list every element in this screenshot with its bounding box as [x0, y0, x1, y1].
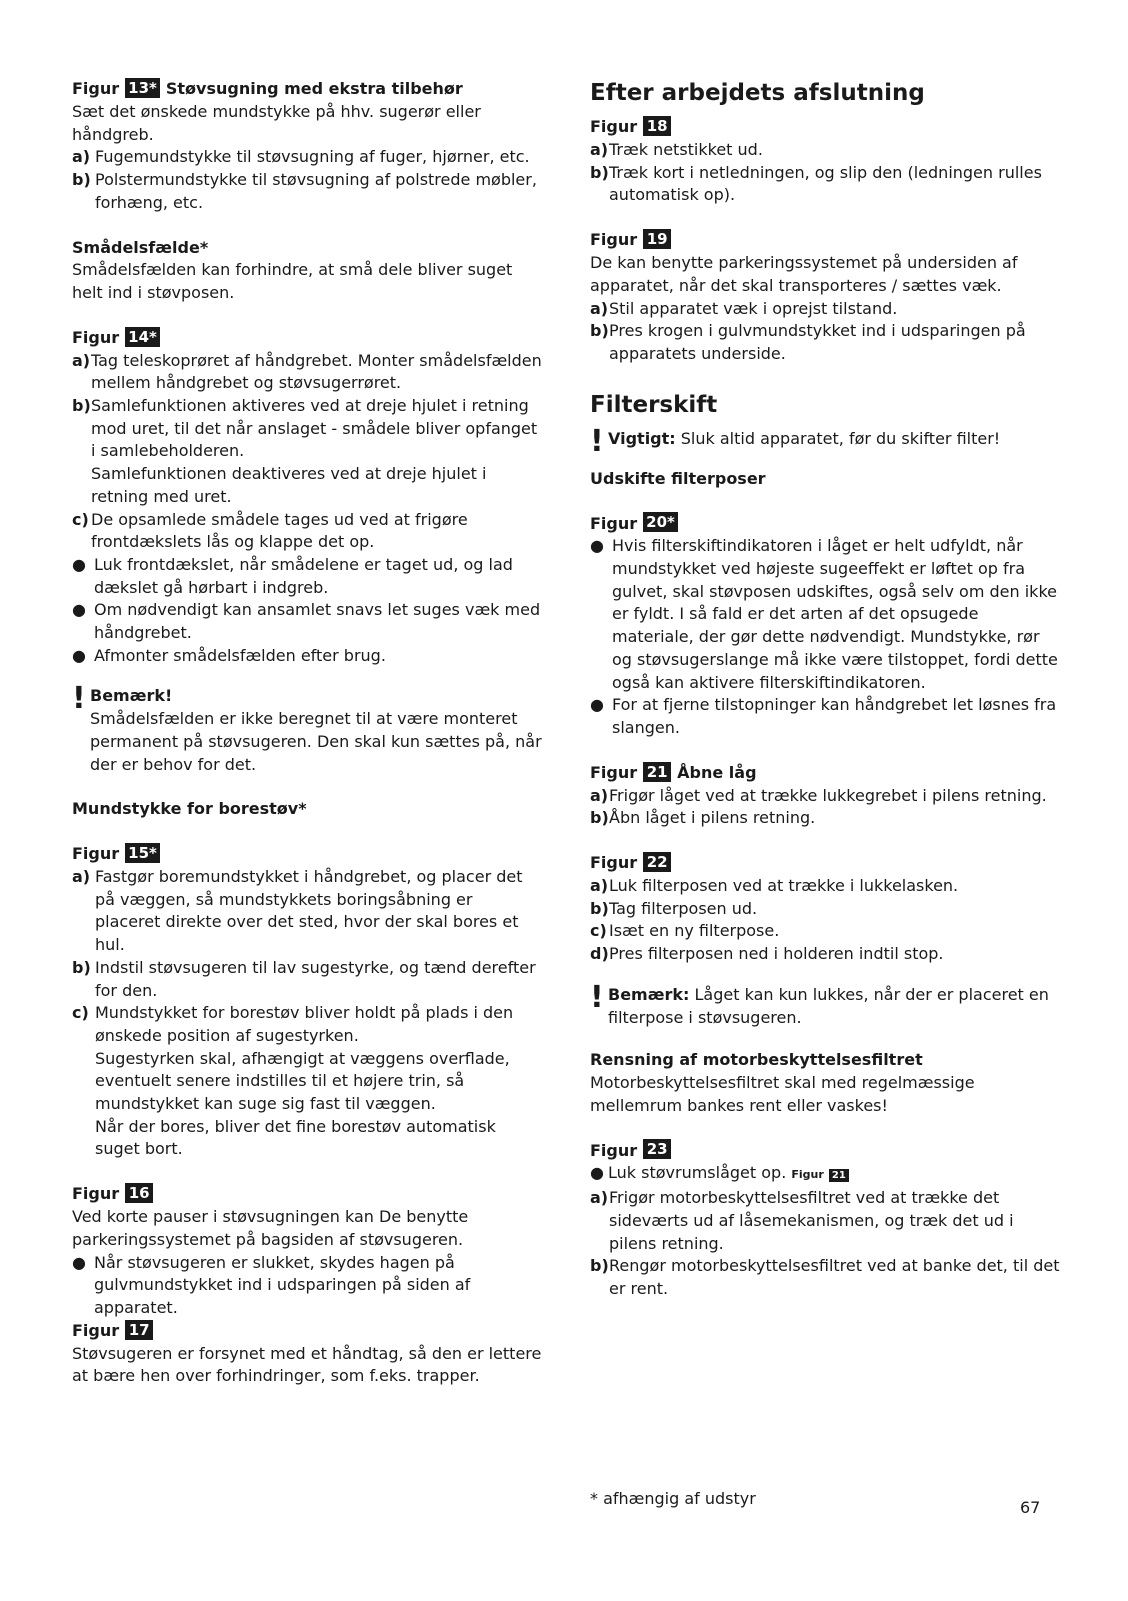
- bullet-icon: ●: [72, 600, 86, 620]
- right-column: [590, 78, 1060, 1301]
- item-text: Tag filterposen ud.: [609, 898, 758, 918]
- list-item: [72, 866, 542, 957]
- figure-label: Figur: [72, 844, 120, 864]
- item-text: Polstermundstykke til støvsugning af polstrede møbler, forhæng, etc.: [95, 170, 537, 212]
- item-label: d): [590, 944, 609, 964]
- item-text: Isæt en ny filterpose.: [609, 921, 780, 941]
- item-label: b): [72, 957, 91, 977]
- list-item: [590, 943, 1060, 966]
- figure-label: Figur: [590, 762, 638, 782]
- list-item: [72, 350, 542, 395]
- section-heading: Udskifte filterposer: [590, 468, 766, 488]
- figure-label: Figur: [590, 230, 638, 250]
- item-label: a): [590, 876, 609, 896]
- item-text: Frigør motorbeskyttelsesfiltret ved at trække det sideværts ud af låsemekanismen, og træk det ud i pilens retning.: [609, 1188, 1014, 1253]
- bullet-text: Luk støvrumslåget op.: [608, 1163, 787, 1183]
- section-heading: Rensning af motorbeskyttelsesfiltret: [590, 1050, 923, 1070]
- paragraph: Motorbeskyttelsesfiltret skal med regelmæssige mellemrum bankes rent eller vaskes!: [590, 1072, 975, 1115]
- bullet-text: Om nødvendigt kan ansamlet snavs let suges væk med håndgrebet.: [94, 600, 541, 643]
- figure-17-heading: [72, 1320, 542, 1343]
- bullet-icon: ●: [590, 695, 604, 715]
- figure-22-heading: [590, 852, 1060, 875]
- list-item: [590, 162, 1060, 207]
- item-text: Stil apparatet væk i oprejst tilstand.: [609, 298, 898, 318]
- item-text-group: [95, 1002, 542, 1161]
- important-note: [590, 423, 1060, 459]
- figure-label: Figur: [590, 117, 638, 137]
- item-label: a): [590, 140, 609, 159]
- item-label: b): [72, 396, 91, 416]
- bullet-item: [72, 1252, 542, 1320]
- bullet-icon: ●: [590, 536, 604, 556]
- figure-number-badge: 14*: [125, 327, 160, 347]
- item-label: b): [590, 808, 609, 828]
- item-label: b): [590, 1256, 609, 1276]
- figure-label: Figur: [590, 1140, 638, 1160]
- item-text: Tag teleskoprøret af håndgrebet. Monter smådelsfælden mellem håndgrebet og støvsugerrøret.: [91, 350, 542, 393]
- list-item: [72, 169, 542, 214]
- list-item: [590, 898, 1060, 921]
- item-text: Pres krogen i gulvmundstykket ind i udsparingen på apparatets underside.: [609, 321, 1026, 363]
- figure-14-list: [72, 350, 542, 668]
- item-label: b): [590, 898, 609, 918]
- figure-number-badge: 20*: [643, 512, 678, 532]
- item-text: De opsamlede smådele tages ud ved at frigøre frontdækslets lås og klappe det op.: [91, 509, 468, 552]
- list-item: [590, 875, 1060, 898]
- paragraph: Støvsugeren er forsynet med et håndtag, så den er lettere at bære hen over forhindringer, som f.eks. trapper.: [72, 1343, 542, 1386]
- list-item: [590, 298, 1060, 321]
- bullet-text: Når støvsugeren er slukket, skydes hagen på gulvmundstykket ind i udsparingen på siden af apparatet.: [94, 1252, 471, 1317]
- paragraph: Sæt det ønskede mundstykke på hhv. sugerør eller håndgreb.: [72, 102, 481, 144]
- item-text: Rengør motorbeskyttelsesfiltret ved at banke det, til det er rent.: [609, 1256, 1060, 1298]
- section-title: Efter arbejdets afslutning: [590, 80, 925, 106]
- item-label: a): [72, 147, 91, 167]
- item-label: c): [72, 509, 89, 529]
- list-item: [72, 1002, 542, 1161]
- figure-number-badge: 16: [125, 1183, 153, 1203]
- bullet-item: [590, 535, 1060, 694]
- list-item: [590, 785, 1060, 808]
- inline-figure-label: Figur: [791, 1168, 824, 1182]
- figure-title: Støvsugning med ekstra tilbehør: [165, 79, 463, 99]
- bullet-item: [72, 554, 542, 599]
- item-label: b): [590, 162, 609, 182]
- bullet-icon: ●: [72, 1252, 86, 1272]
- item-label: c): [72, 1003, 89, 1023]
- note-box: [72, 681, 542, 776]
- bullet-text: For at fjerne tilstopninger kan håndgrebet let løsnes fra slangen.: [612, 695, 1057, 737]
- note-box: [590, 979, 1060, 1029]
- figure-number-badge: 22: [643, 852, 671, 872]
- figure-15-list: [72, 866, 542, 1161]
- figure-15-heading: [72, 843, 542, 866]
- exclamation-icon: !: [590, 979, 604, 1015]
- figure-number-badge: 23: [643, 1139, 671, 1159]
- list-item: [72, 395, 542, 509]
- section-heading: Smådelsfælde*: [72, 237, 209, 257]
- item-label: a): [72, 866, 91, 886]
- bullet-item: [590, 694, 1060, 739]
- figure-number-badge: 17: [125, 1320, 153, 1340]
- list-item: [590, 320, 1060, 365]
- list-item: [590, 1187, 1060, 1255]
- figure-18-heading: [590, 116, 1060, 139]
- bullet-text: Afmonter smådelsfælden efter brug.: [94, 645, 386, 665]
- list-item: [590, 1255, 1060, 1300]
- paragraph: Ved korte pauser i støvsugningen kan De benytte parkeringssystemet på bagsiden af støvsugeren.: [72, 1207, 469, 1249]
- list-item: [72, 509, 542, 554]
- bullet-icon: ●: [72, 554, 86, 574]
- figure-label: Figur: [72, 79, 120, 99]
- item-label: c): [590, 921, 607, 941]
- bullet-item: [590, 1162, 1060, 1187]
- section-fig13: [72, 78, 542, 215]
- item-text: Luk filterposen ved at trække i lukkelasken.: [609, 876, 959, 896]
- exclamation-icon: !: [590, 423, 604, 459]
- item-text: Pres filterposen ned i holderen indtil stop.: [609, 944, 944, 964]
- bullet-item: [72, 645, 542, 668]
- figure-21-heading: [590, 762, 1060, 785]
- section-small-parts-trap: [72, 237, 542, 305]
- bullet-icon: ●: [590, 1163, 604, 1183]
- figure-20-heading: [590, 512, 1060, 535]
- note-text: Sluk altid apparatet, før du skifter filter!: [680, 428, 1001, 448]
- exclamation-icon: !: [72, 681, 86, 717]
- section-title: Filterskift: [590, 391, 718, 418]
- figure-title: Åbne låg: [677, 762, 757, 782]
- footnote: * afhængig af udstyr: [590, 1489, 756, 1508]
- section-heading: Mundstykke for borestøv*: [72, 799, 307, 819]
- item-text: Samlefunktionen deaktiveres ved at dreje hjulet i retning med uret.: [91, 464, 487, 506]
- note-title: Bemærk:: [608, 984, 690, 1004]
- figure-label: Figur: [590, 853, 638, 873]
- figure-label: Figur: [590, 513, 638, 533]
- figure-number-badge: 21: [643, 762, 671, 782]
- list-item: [72, 957, 542, 1002]
- item-text: Træk kort i netledningen, og slip den (ledningen rulles automatisk op).: [609, 162, 1042, 205]
- item-text-group: [91, 395, 542, 509]
- figure-16-heading: [72, 1183, 542, 1206]
- item-label: b): [590, 321, 609, 341]
- bullet-text: Luk frontdækslet, når smådelene er taget ud, og lad dækslet gå hørbart i indgreb.: [94, 554, 513, 597]
- figure-13-heading: [72, 78, 542, 101]
- paragraph: De kan benytte parkeringssystemet på undersiden af apparatet, når det skal transporteres / sættes væk.: [590, 253, 1018, 295]
- section-drill-dust: [72, 798, 542, 821]
- list-item: [590, 139, 1060, 162]
- inline-figure-badge: 21: [829, 1169, 849, 1182]
- figure-14-heading: [72, 327, 542, 350]
- figure-label: Figur: [72, 1184, 120, 1204]
- figure-number-badge: 19: [643, 229, 671, 249]
- note-text: Låget kan kun lukkes, når der er placeret en filterpose i støvsugeren.: [608, 984, 1049, 1027]
- figure-number-badge: 18: [643, 116, 671, 136]
- bullet-item: [72, 599, 542, 644]
- item-text: Fugemundstykke til støvsugning af fuger, hjørner, etc.: [95, 147, 530, 167]
- item-label: a): [590, 785, 609, 805]
- note-title: Vigtigt:: [608, 428, 676, 448]
- item-text: Når der bores, bliver det fine borestøv automatisk suget bort.: [95, 1116, 496, 1159]
- left-column: [72, 78, 542, 1388]
- item-text: Åbn låget i pilens retning.: [609, 808, 816, 828]
- figure-19-heading: [590, 229, 1060, 252]
- bullet-icon: ●: [72, 645, 86, 665]
- figure-label: Figur: [72, 327, 120, 347]
- figure-number-badge: 15*: [125, 843, 160, 863]
- list-item: [72, 146, 542, 169]
- note-title: Bemærk!: [90, 686, 173, 706]
- item-text: Fastgør boremundstykket i håndgrebet, og placer det på væggen, så mundstykkets boringsåbning er placeret direkte over det sted, hvor der skal bores et hul.: [95, 866, 523, 955]
- paragraph: Smådelsfælden kan forhindre, at små dele bliver suget helt ind i støvposen.: [72, 260, 513, 302]
- item-label: a): [590, 1188, 609, 1208]
- item-text: Træk netstikket ud.: [609, 140, 763, 159]
- item-label: a): [72, 350, 91, 370]
- list-item: [590, 920, 1060, 943]
- bullet-text: Hvis filterskiftindikatoren i låget er helt udfyldt, når mundstykket ved højeste sugeeffekt er løftet op fra gulvet, skal støvposen udskiftes, også selv om den ikke er fyldt. I så fald er det arten af det opsugede materiale, der gør dette nødvendigt. Mundstykke, rør og støvsugerslange må ikke være tilstoppet, fordi dette også kan aktivere filterskiftindikatoren.: [612, 536, 1058, 692]
- figure-23-heading: [590, 1139, 1060, 1162]
- figure-label: Figur: [72, 1320, 120, 1340]
- item-text: Samlefunktionen aktiveres ved at dreje hjulet i retning mod uret, til det når anslaget - smådele bliver opfanget i samlebeholderen.: [91, 396, 538, 461]
- item-text: Sugestyrken skal, afhængigt at væggens overflade, eventuelt senere indstilles til et højere trin, så mundstykket kan suge sig fast til væggen.: [95, 1048, 510, 1114]
- item-label: b): [72, 170, 91, 190]
- item-text: Frigør låget ved at trække lukkegrebet i pilens retning.: [609, 785, 1047, 805]
- page-number: 67: [1020, 1498, 1041, 1517]
- figure-number-badge: 13*: [125, 78, 160, 98]
- list-item: [590, 807, 1060, 830]
- item-label: a): [590, 298, 609, 318]
- item-text: Indstil støvsugeren til lav sugestyrke, og tænd derefter for den.: [95, 957, 536, 1000]
- item-text: Mundstykket for borestøv bliver holdt på plads i den ønskede position af sugestyrken.: [95, 1003, 514, 1045]
- note-text: Smådelsfælden er ikke beregnet til at være monteret permanent på støvsugeren. Den skal kun sættes på, når der er behov for det.: [90, 709, 542, 774]
